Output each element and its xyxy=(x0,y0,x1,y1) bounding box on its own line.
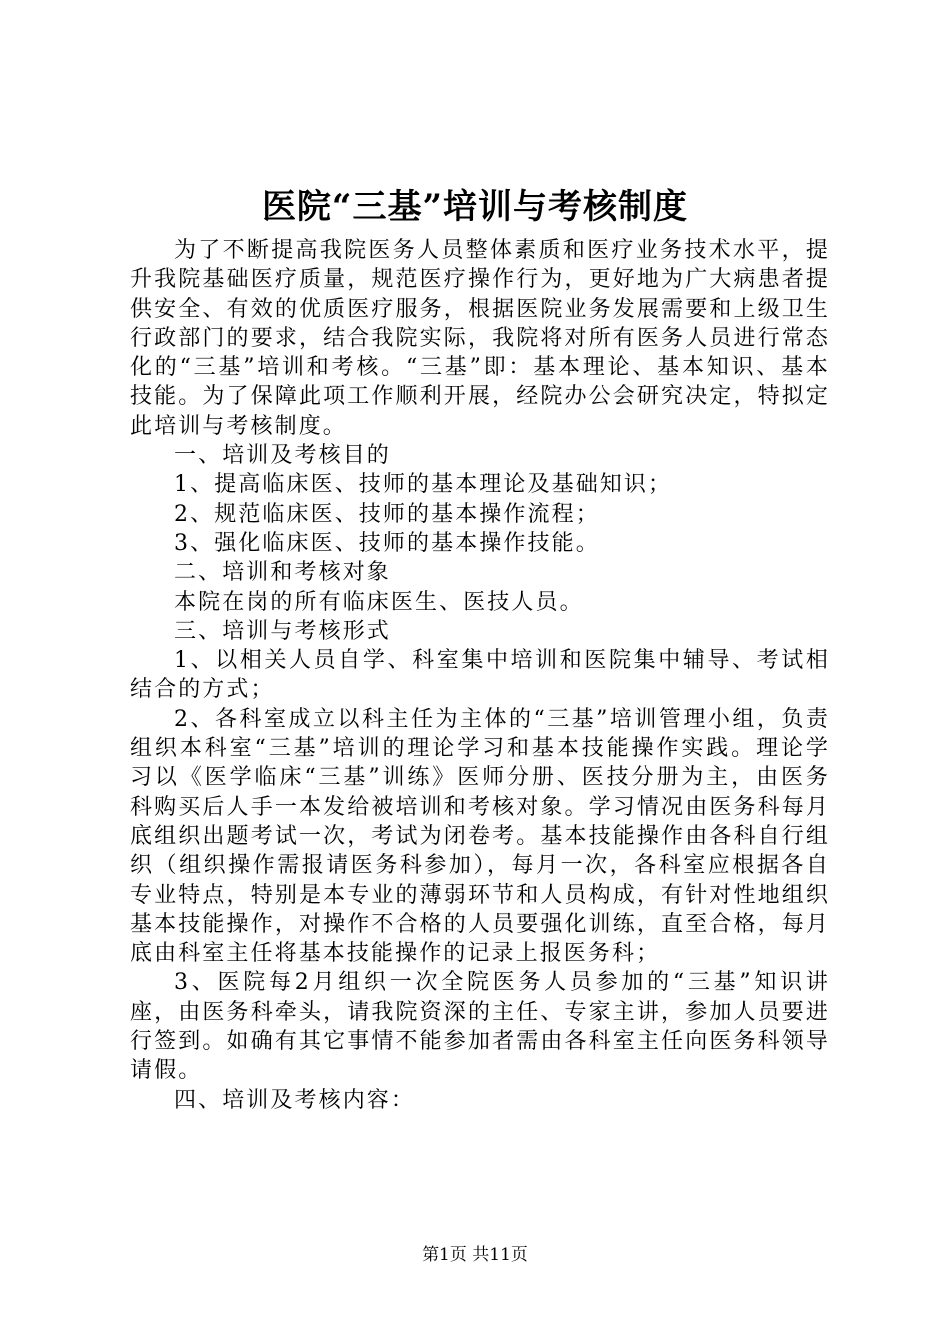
document-body xyxy=(130,236,830,1115)
list-item: 3、强化临床医、技师的基本操作技能。 xyxy=(174,530,600,556)
list-item: 3、医院每2月组织一次全院医务人员参加的“三基”知识讲座，由医务科牵头，请我院资深的主任、专家主讲，参加人员要进行签到。如确有其它事情不能参加者需由各科室主任向医务科领导请假。 xyxy=(130,970,830,1084)
list-item: 1、提高临床医、技师的基本理论及基础知识； xyxy=(174,472,673,498)
section-heading-2: 二、培训和考核对象 xyxy=(174,560,391,586)
section-heading-4: 四、培训及考核内容： xyxy=(174,1087,416,1113)
paragraph: 本院在岗的所有临床医生、医技人员。 xyxy=(174,589,584,615)
page-number-footer: 第1页 共11页 xyxy=(422,1245,528,1265)
list-item: 2、各科室成立以科主任为主体的“三基”培训管理小组，负责组织本科室“三基”培训的理论学习和基本技能操作实践。理论学习以《医学临床“三基”训练》医师分册、医技分册为主，由医务科购买后人手一本发给被培训和考核对象。学习情况由医务科每月底组织出题考试一次，考试为闭卷考。基本技能操作由各科自行组织（组织操作需报请医务科参加），每月一次，各科室应根据各自专业特点，特别是本专业的薄弱环节和人员构成，有针对性地组织基本技能操作，对操作不合格的人员要强化训练，直至合格，每月底由科室主任将基本技能操作的记录上报医务科； xyxy=(130,706,830,967)
paragraph-intro: 为了不断提高我院医务人员整体素质和医疗业务技术水平，提升我院基础医疗质量，规范医疗操作行为，更好地为广大病患者提供安全、有效的优质医疗服务，根据医院业务发展需要和上级卫生行政部门的要求，结合我院实际，我院将对所有医务人员进行常态化的“三基”培训和考核。“三基”即：基本理论、基本知识、基本技能。为了保障此项工作顺利开展，经院办公会研究决定，特拟定此培训与考核制度。 xyxy=(130,238,830,439)
section-heading-1: 一、培训及考核目的 xyxy=(174,443,391,469)
list-item: 2、规范临床医、技师的基本操作流程； xyxy=(174,501,600,527)
list-item: 1、以相关人员自学、科室集中培训和医院集中辅导、考试相结合的方式； xyxy=(130,648,830,703)
document-title: 医院“三基”培训与考核制度 xyxy=(261,187,689,227)
section-heading-3: 三、培训与考核形式 xyxy=(174,618,391,644)
